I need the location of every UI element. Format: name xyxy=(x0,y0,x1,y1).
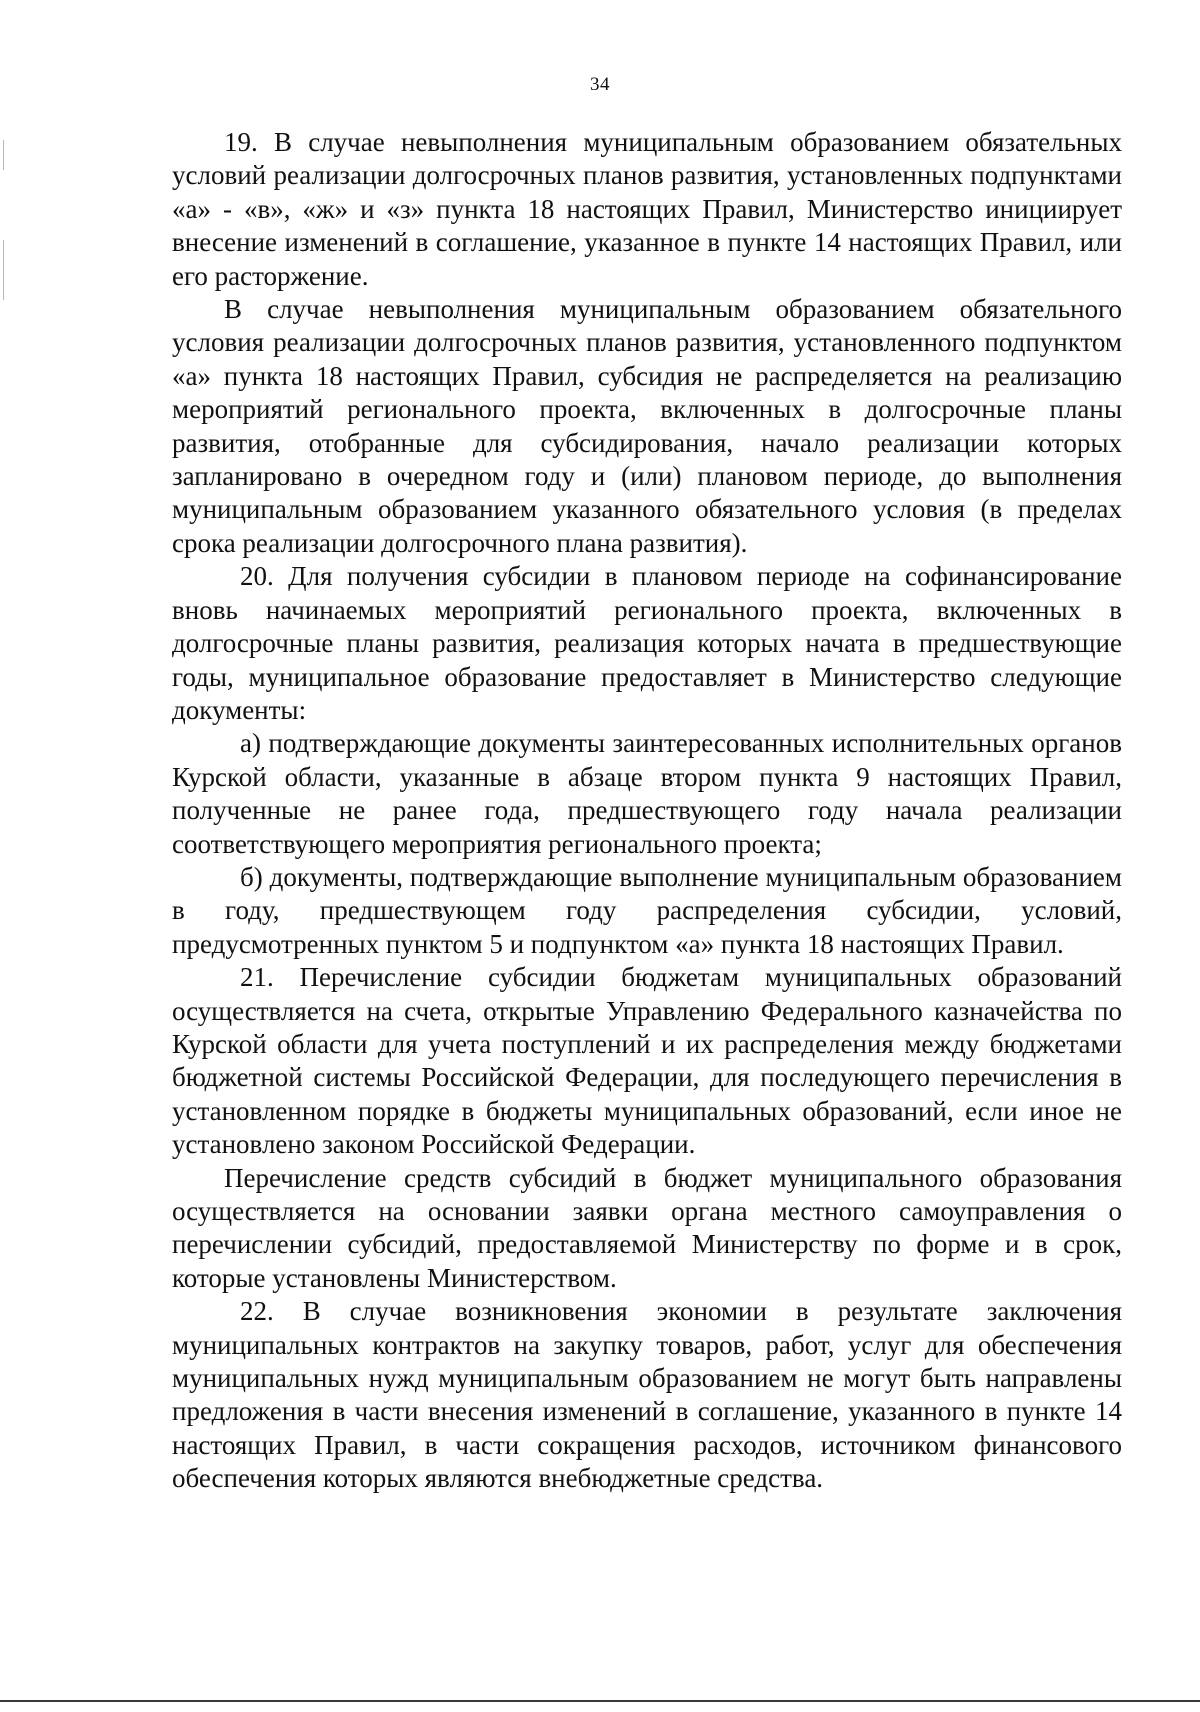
page-number: 34 xyxy=(590,74,610,95)
paragraph-19-second: В случае невыполнения муниципальным образованием обязательного условия реализации долгосрочных планов развития, установленного подпунктом «а» пункта 18 настоящих Правил, субсидия не распределяется на реализацию мероприятий регионального проекта, включенных в долгосрочные планы развития, отобранные для субсидирования, начало реализации которых запланировано в очередном году и (или) плановом периоде, до выполнения муниципальным образованием указанного обязательного условия (в пределах срока реализации долгосрочного плана развития). xyxy=(172,294,1122,558)
paragraph-22: 22. В случае возникновения экономии в результате заключения муниципальных контрактов на закупку товаров, работ, услуг для обеспечения муниципальных нужд муниципальным образованием не могут быть направлены предложения в части внесения изменений в соглашение, указанного в пункте 14 настоящих Правил, в части сокращения расходов, источником финансового обеспечения которых являются внебюджетные средства. xyxy=(172,1296,1122,1494)
scan-margin-mark xyxy=(3,240,4,300)
scan-margin-mark xyxy=(3,140,4,170)
paragraph-19: 19. В случае невыполнения муниципальным образованием обязательных условий реализации долгосрочных планов развития, установленных подпунктами «а» - «в», «ж» и «з» пункта 18 настоящих Правил, Министерство инициирует внесение изменений в соглашение, указанное в пункте 14 настоящих Правил, или его расторжение. xyxy=(172,127,1122,291)
bottom-scan-edge xyxy=(0,1700,1200,1702)
paragraph-20: 20. Для получения субсидии в плановом периоде на софинансирование вновь начинаемых мероприятий регионального проекта, включенных в долгосрочные планы развития, реализация которых начата в предшествующие годы, муниципальное образование предоставляет в Министерство следующие документы: xyxy=(172,561,1122,725)
paragraph-20-item-a: а) подтверждающие документы заинтересованных исполнительных органов Курской области, указанные в абзаце втором пункта 9 настоящих Правил, полученные не ранее года, предшествующего году начала реализации соответствующего мероприятия регионального проекта; xyxy=(172,728,1122,859)
paragraph-21: 21. Перечисление субсидии бюджетам муниципальных образований осуществляется на счета, открытые Управлению Федерального казначейства по Курской области для учета поступлений и их распределения между бюджетами бюджетной системы Российской Федерации, для последующего перечисления в установленном порядке в бюджеты муниципальных образований, если иное не установлено законом Российской Федерации. xyxy=(172,962,1122,1160)
document-body xyxy=(172,126,1122,1496)
paragraph-20-item-b: б) документы, подтверждающие выполнение муниципальным образованием в году, предшествующем году распределения субсидии, условий, предусмотренных пунктом 5 и подпунктом «а» пункта 18 настоящих Правил. xyxy=(172,861,1122,959)
paragraph-21-second: Перечисление средств субсидий в бюджет муниципального образования осуществляется на основании заявки органа местного самоуправления о перечислении субсидий, предоставляемой Министерству по форме и в срок, которые установлены Министерством. xyxy=(172,1162,1122,1293)
